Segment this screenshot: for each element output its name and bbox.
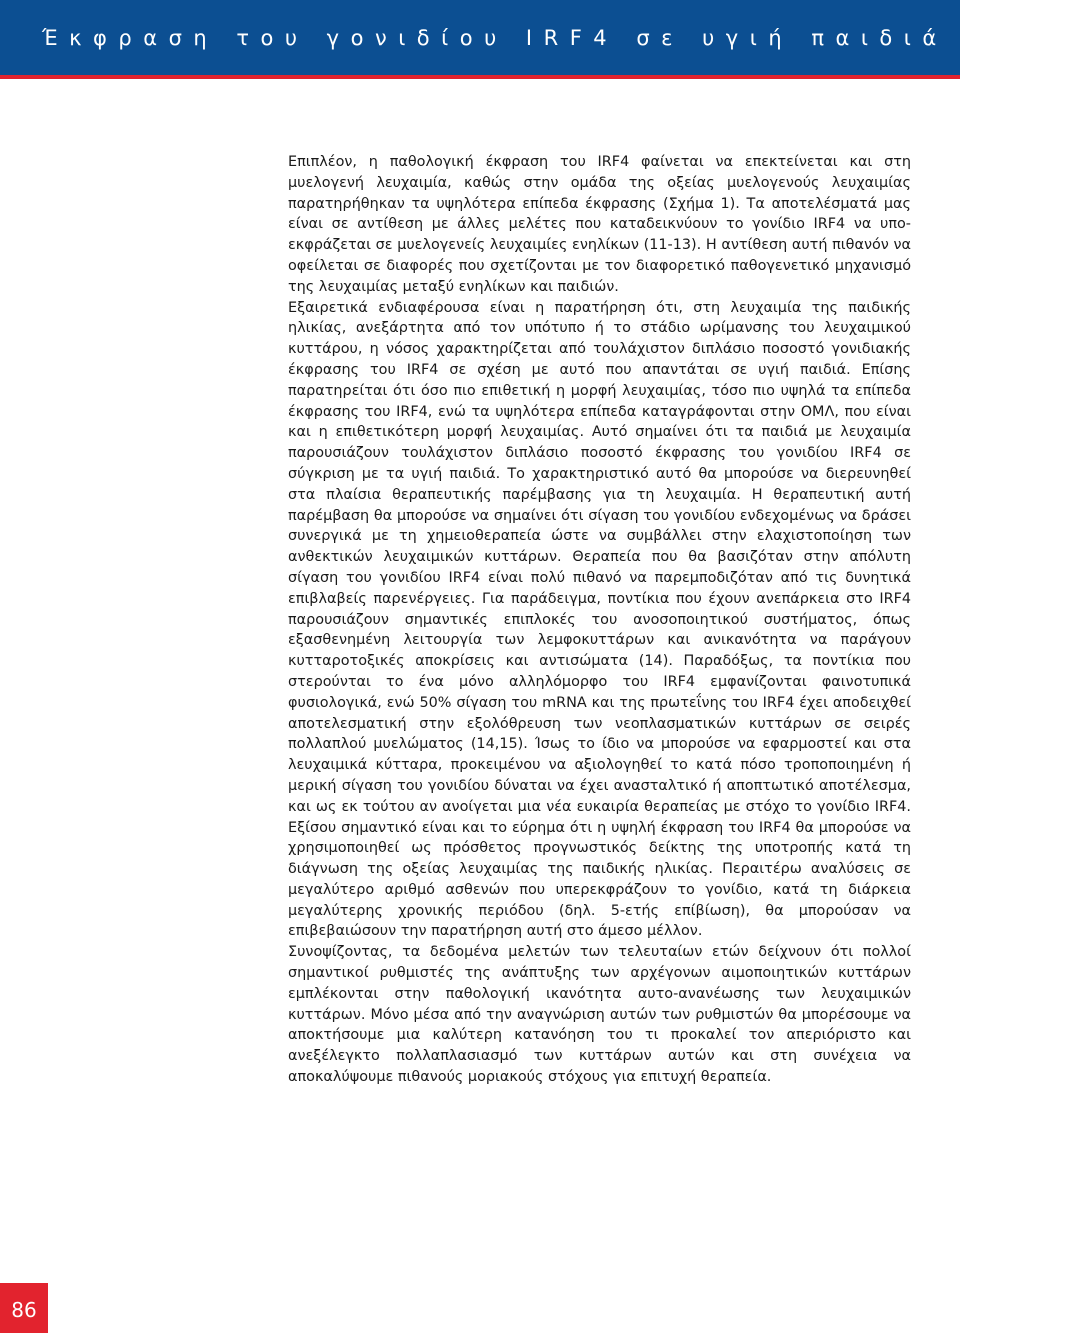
body-text [288, 152, 911, 1088]
paragraph: Επιπλέον, η παθολογική έκφραση του IRF4 φαίνεται να επεκτείνεται και στη μυελογενή λευχαιμία, καθώς στην ομάδα της οξείας μυελογενούς λευχαιμίας παρατηρήθηκαν τα υψηλότερα επίπεδα έκφρασης (Σχήμα 1). Τα αποτελέσματά μας είναι σε αντίθεση με άλλες μελέτες που καταδεικνύουν το γονίδιο IRF4 να υπο-εκφράζεται σε μυελογενείς λευχαιμίες ενηλίκων (11-13). Η αντίθεση αυτή πιθανόν να οφείλεται σε διαφορές που σχετίζονται με τον διαφορετικό παθογενετικό μηχανισμό της λευχαιμίας μεταξύ ενηλίκων και παιδιών. [288, 154, 911, 295]
paragraph: Συνοψίζοντας, τα δεδομένα μελετών των τελευταίων ετών δείχνουν ότι πολλοί σημαντικοί ρυθμιστές της ανάπτυξης των αρχέγονων αιμοποιητικών κυττάρων εμπλέκονται στην παθολογική ικανότητα αυτο-ανανέωσης των λευχαιμικών κυττάρων. Μόνο μέσα από την αναγνώριση αυτών των ρυθμιστών θα μπορέσουμε να αποκτήσουμε μια καλύτερη κατανόηση του τι προκαλεί τον απεριόριστο και ανεξέλεγκτο πολλαπλασιασμό των κυττάρων αυτών και στη συνέχεια να αποκαλύψουμε πιθανούς μοριακούς στόχους για επιτυχή θεραπεία. [288, 944, 911, 1086]
page-number: 86 [11, 1298, 37, 1322]
paragraph: Εξαιρετικά ενδιαφέρουσα είναι η παρατήρηση ότι, στη λευχαιμία της παιδικής ηλικίας, ανεξάρτητα από τον υπότυπο ή το στάδιο ωρίμανσης του λευχαιμικού κυττάρου, η νόσος χαρακτηρίζεται από τουλάχιστον διπλάσιο ποσοστό γονιδιακής έκφρασης του IRF4 σε σχέση με αυτό που απαντάται σε υγιή παιδιά. Επίσης παρατηρείται ότι όσο πιο επιθετική η μορφή λευχαιμίας, τόσο πιο υψηλά τα επίπεδα έκφρασης του IRF4, ενώ τα υψηλότερα επίπεδα καταγράφονται στην ΟΜΛ, που είναι και η επιθετικότερη μορφή λευχαιμίας. Αυτό σημαίνει ότι τα παιδιά με λευχαιμία παρουσιάζουν τουλάχιστον διπλάσιο ποσοστό έκφρασης του γονιδίου IRF4 σε σύγκριση με τα υγιή παιδιά. Το χαρακτηριστικό αυτό θα μπορούσε να διερευνηθεί στα πλαίσια θεραπευτικής παρέμβασης για τη λευχαιμία. Η θεραπευτική αυτή παρέμβαση θα μπορούσε να σημαίνει ότι σίγαση του γονιδίου ενδεχομένως να δράσει συνεργικά με τη χημειοθεραπεία ώστε να συμβάλλει στην ελαχιστοποίηση των ανθεκτικών λευχαιμικών κυττάρων. Θεραπεία που θα βασιζόταν στην απόλυτη σίγαση του γονιδίου IRF4 είναι πολύ πιθανό να παρεμποδιζόταν από τις δυνητικά επιβλαβείς παρενέργειες. Για παράδειγμα, ποντίκια που έχουν ανεπάρκεια στο IRF4 παρουσιάζουν σημαντικές επιπλοκές του ανοσοποιητικού συστήματος, όπως εξασθενημένη λειτουργία των λεμφοκυττάρων και ανικανότητα να παράγουν κυτταροτοξικές αποκρίσεις και αντισώματα (14). Παραδόξως, τα ποντίκια που στερούνται το ένα μόνο αλληλόμορφο του IRF4 εμφανίζονται φαινοτυπικά φυσιολογικά, ενώ 50% σίγαση του mRNA και της πρωτεΐνης του IRF4 έχει αποδειχθεί αποτελεσματική στην εξολόθρευση των νεοπλασματικών κυττάρων σε σειρές πολλαπλού μυελώματος (14,15). Ίσως το ίδιο να μπορούσε να εφαρμοστεί και στα λευχαιμικά κύτταρα, προκειμένου να αξιολογηθεί το κατά πόσο τροποποιημένη ή μερική σίγαση του γονιδίου δύναται να έχει ανασταλτικό ή αποπτωτικό αποτέλεσμα, και ως εκ τούτου αν ανοίγεται μια νέα ευκαιρία θεραπείας με στόχο το γονίδιο IRF4. Εξίσου σημαντικό είναι και το εύρημα ότι η υψηλή έκφραση του IRF4 θα μπορούσε να χρησιμοποιηθεί ως πρόσθετος προγνωστικός δείκτης της υποτροπής κατά τη διάγνωση της οξείας λευχαιμίας της παιδικής ηλικίας. Περαιτέρω αναλύσεις σε μεγαλύτερο αριθμό ασθενών που υπερεκφράζουν το γονίδιο, κατά τη διάρκεια μεγαλύτερης χρονικής περιόδου (δηλ. 5-ετής επίβίωση), θα μπορούσαν να επιβεβαιώσουν την παρατήρηση αυτή στο άμεσο μέλλον. [288, 299, 911, 940]
running-header-title: Έκφραση του γονιδίου IRF4 σε υγιή παιδιά και σ [42, 26, 1077, 50]
header-accent-stripe [0, 75, 960, 79]
